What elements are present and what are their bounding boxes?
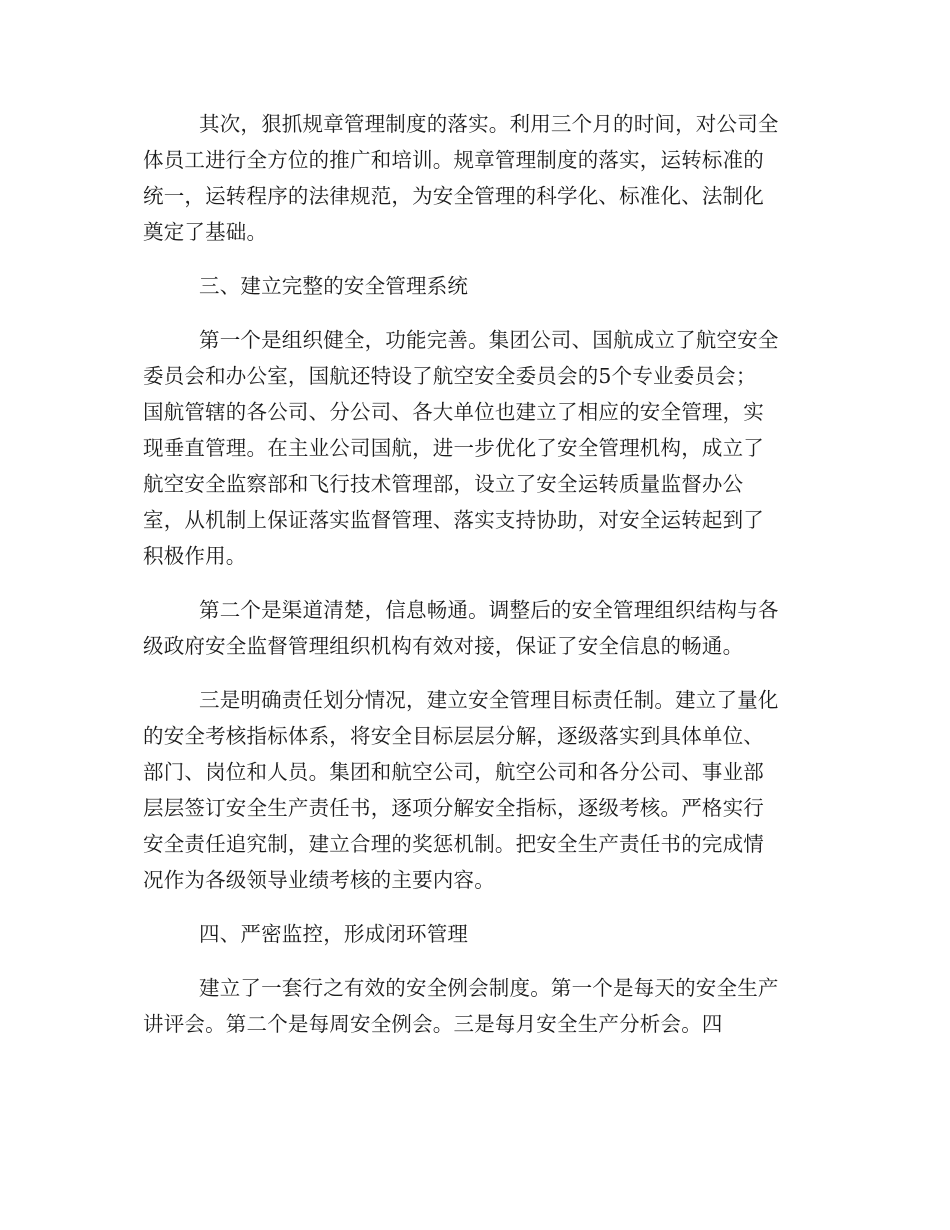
text-line: 委员会和办公室，国航还特设了航空安全委员会的5个专业委员会； — [143, 364, 757, 388]
text-line: 建立了一套行之有效的安全例会制度。第一个是每天的安全生产 — [199, 976, 779, 1000]
text-line: 统一，运转程序的法律规范，为安全管理的科学化、标准化、法制化 — [143, 184, 764, 208]
text-line: 体员工进行全方位的推广和培训。规章管理制度的落实，运转标准的 — [143, 148, 764, 172]
section-heading — [143, 916, 811, 952]
text-line: 部门、岗位和人员。集团和航空公司，航空公司和各分公司、事业部 — [143, 760, 764, 784]
heading-line: 四、严密监控，形成闭环管理 — [199, 922, 469, 946]
text-line: 层层签订安全生产责任书，逐项分解安全指标，逐级考核。严格实行 — [143, 796, 764, 820]
text-line: 第一个是组织健全，功能完善。集团公司、国航成立了航空安全 — [199, 328, 779, 352]
text-line: 现垂直管理。在主业公司国航，进一步优化了安全管理机构，成立了 — [143, 436, 764, 460]
text-line: 积极作用。 — [143, 544, 247, 568]
paragraph — [143, 322, 811, 574]
text-line: 况作为各级领导业绩考核的主要内容。 — [143, 868, 495, 892]
text-line: 奠定了基础。 — [143, 220, 268, 244]
paragraph — [143, 970, 811, 1042]
text-line: 的安全考核指标体系，将安全目标层层分解，逐级落实到具体单位、 — [143, 724, 764, 748]
paragraph — [143, 106, 811, 250]
text-line: 室，从机制上保证落实监督管理、落实支持协助，对安全运转起到了 — [143, 508, 764, 532]
heading-line: 三、建立完整的安全管理系统 — [199, 274, 469, 298]
text-line: 第二个是渠道清楚，信息畅通。调整后的安全管理组织结构与各 — [199, 598, 779, 622]
text-line: 其次，狠抓规章管理制度的落实。利用三个月的时间，对公司全 — [199, 112, 779, 136]
paragraph — [143, 682, 811, 898]
document-body — [143, 106, 811, 1042]
text-line: 航空安全监察部和飞行技术管理部，设立了安全运转质量监督办公 — [143, 472, 744, 496]
text-line: 讲评会。第二个是每周安全例会。三是每月安全生产分析会。四 — [143, 1012, 723, 1036]
text-line: 安全责任追究制，建立合理的奖惩机制。把安全生产责任书的完成情 — [143, 832, 764, 856]
text-line: 三是明确责任划分情况，建立安全管理目标责任制。建立了量化 — [199, 688, 779, 712]
text-line: 级政府安全监督管理组织机构有效对接，保证了安全信息的畅通。 — [143, 634, 744, 658]
paragraph — [143, 592, 811, 664]
text-line: 国航管辖的各公司、分公司、各大单位也建立了相应的安全管理，实 — [143, 400, 764, 424]
section-heading — [143, 268, 811, 304]
